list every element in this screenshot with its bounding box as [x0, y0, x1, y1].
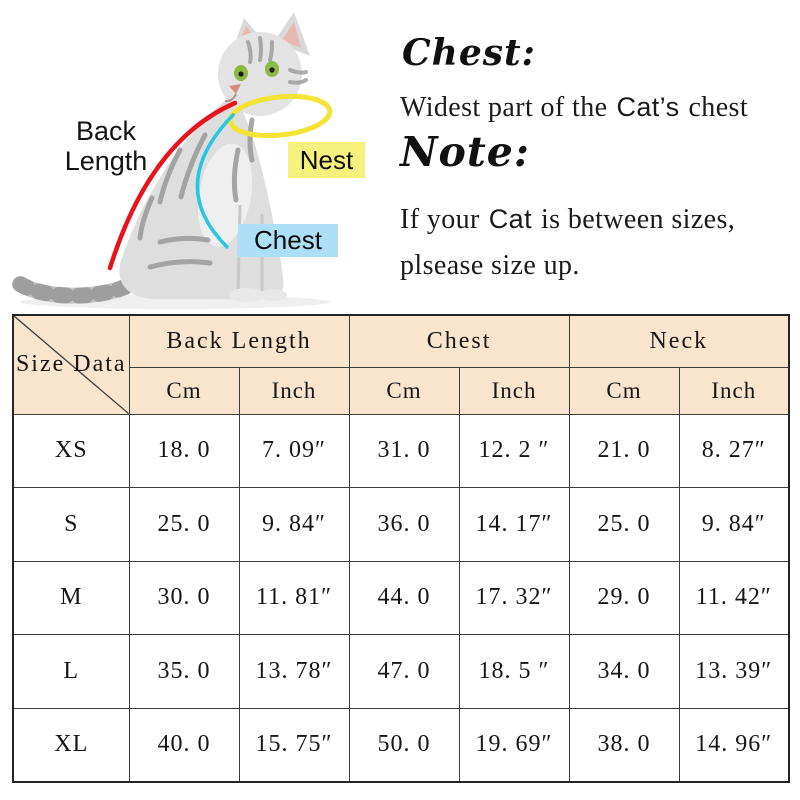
value-cell: 29. 0 [569, 561, 679, 635]
table-unit-header-row [13, 367, 789, 414]
value-cell: 11. 42″ [679, 561, 789, 635]
size-table [12, 314, 790, 783]
table-row-xl [13, 708, 789, 782]
unit-header: Cm [349, 367, 459, 414]
value-cell: 40. 0 [129, 708, 239, 782]
size-cell: XL [13, 708, 129, 782]
table-row-l [13, 635, 789, 709]
size-cell: M [13, 561, 129, 635]
value-cell: 8. 27″ [679, 414, 789, 488]
corner-cell-size-data: Size Data [13, 315, 129, 414]
chest-tag: Chest [238, 224, 338, 257]
value-cell: 17. 32″ [459, 561, 569, 635]
back-length-label [40, 116, 172, 176]
group-header-back-length: Back Length [129, 315, 349, 367]
value-cell: 35. 0 [129, 635, 239, 709]
note-description: If your Cat is between sizes, plsease size up. [400, 204, 736, 281]
value-cell: 47. 0 [349, 635, 459, 709]
value-cell: 38. 0 [569, 708, 679, 782]
value-cell: 50. 0 [349, 708, 459, 782]
value-cell: 7. 09″ [239, 414, 349, 488]
unit-header: Inch [459, 367, 569, 414]
table-row-xs [13, 414, 789, 488]
size-cell: S [13, 488, 129, 562]
value-cell: 25. 0 [569, 488, 679, 562]
value-cell: 13. 78″ [239, 635, 349, 709]
chest-description: Widest part of the Cat’s chest [400, 92, 749, 123]
table-row-m [13, 561, 789, 635]
value-cell: 44. 0 [349, 561, 459, 635]
unit-header: Cm [569, 367, 679, 414]
value-cell: 11. 81″ [239, 561, 349, 635]
value-cell: 15. 75″ [239, 708, 349, 782]
unit-header: Cm [129, 367, 239, 414]
unit-header: Inch [239, 367, 349, 414]
value-cell: 25. 0 [129, 488, 239, 562]
value-cell: 30. 0 [129, 561, 239, 635]
table-group-header-row [13, 315, 789, 367]
nest-tag: Nest [288, 142, 365, 178]
group-header-chest: Chest [349, 315, 569, 367]
value-cell: 34. 0 [569, 635, 679, 709]
note-description-animal: Cat [488, 204, 532, 234]
value-cell: 14. 96″ [679, 708, 789, 782]
value-cell: 14. 17″ [459, 488, 569, 562]
chest-description-animal: Cat’s [616, 92, 680, 122]
unit-header: Inch [679, 367, 789, 414]
table-row-s [13, 488, 789, 562]
back-length-line2: Length [64, 146, 148, 176]
value-cell: 13. 39″ [679, 635, 789, 709]
value-cell: 36. 0 [349, 488, 459, 562]
note-heading: Note: [400, 128, 530, 176]
value-cell: 19. 69″ [459, 708, 569, 782]
value-cell: 18. 0 [129, 414, 239, 488]
value-cell: 21. 0 [569, 414, 679, 488]
size-cell: L [13, 635, 129, 709]
size-cell: XS [13, 414, 129, 488]
chest-heading: Chest: [402, 32, 536, 74]
value-cell: 9. 84″ [239, 488, 349, 562]
value-cell: 31. 0 [349, 414, 459, 488]
cat-paw [259, 289, 287, 301]
back-length-line1: Back [75, 116, 137, 146]
value-cell: 18. 5 ″ [459, 635, 569, 709]
value-cell: 9. 84″ [679, 488, 789, 562]
group-header-neck: Neck [569, 315, 789, 367]
value-cell: 12. 2 ″ [459, 414, 569, 488]
